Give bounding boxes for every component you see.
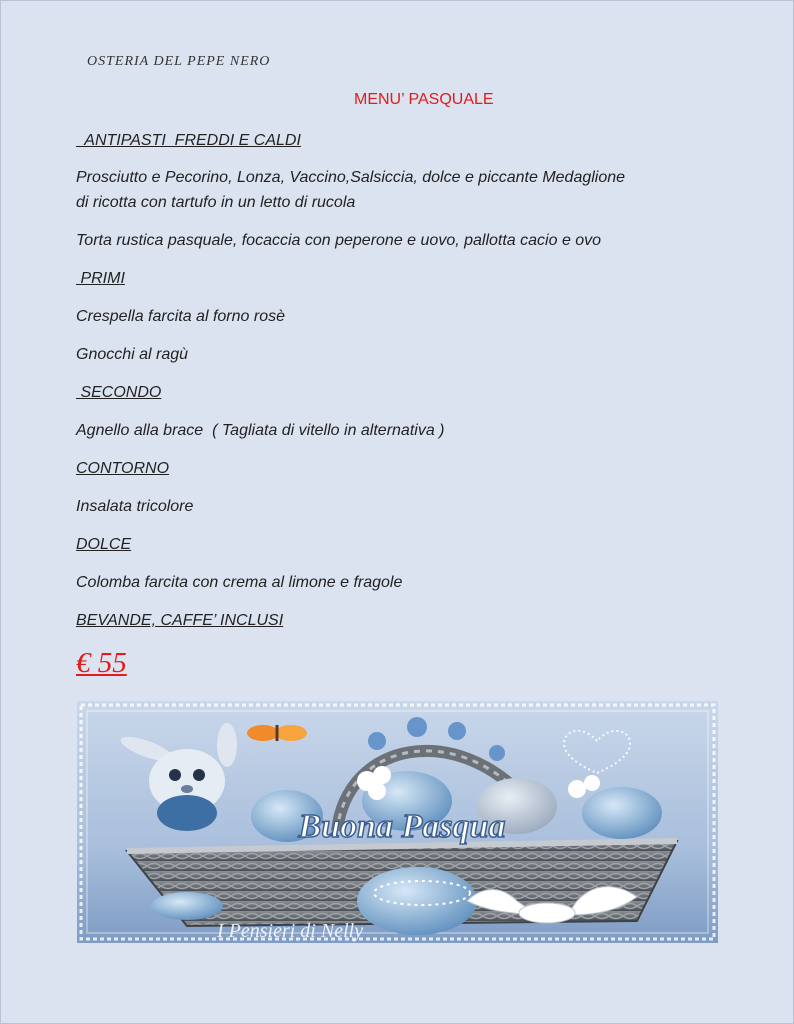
menu-title: MENU’ PASQUALE — [354, 91, 494, 108]
contorno-item-1: Insalata tricolore — [76, 498, 194, 515]
dolce-heading: DOLCE — [76, 536, 132, 553]
secondo-heading: SECONDO — [76, 384, 162, 401]
primi-heading: PRIMI — [76, 270, 125, 287]
antipasti-item-2: Torta rustica pasquale, focaccia con peperone e uovo, pallotta cacio e ovo — [76, 232, 602, 249]
price: € 55 — [76, 647, 127, 679]
greeting-text: Buona Pasqua — [298, 808, 506, 845]
primi-item-2: Gnocchi al ragù — [76, 346, 189, 363]
easter-basket-image — [77, 701, 718, 943]
primi-item-1: Crespella farcita al forno rosè — [76, 308, 285, 325]
contorno-heading: CONTORNO — [76, 460, 170, 477]
antipasti-item-1-line-2: di ricotta con tartufo in un letto di rucola — [76, 194, 356, 211]
restaurant-name: OSTERIA DEL PEPE NERO — [87, 54, 271, 69]
secondo-item-1: Agnello alla brace ( Tagliata di vitello in alternativa ) — [76, 422, 445, 439]
watermark-text: I Pensieri di Nelly — [217, 920, 364, 942]
dolce-item-1: Colomba farcita con crema al limone e fragole — [76, 574, 403, 591]
bevande-heading: BEVANDE, CAFFE’ INCLUSI — [76, 612, 284, 629]
antipasti-heading: ANTIPASTI FREDDI E CALDI — [76, 132, 301, 149]
antipasti-item-1-line-1: Prosciutto e Pecorino, Lonza, Vaccino,Salsiccia, dolce e piccante Medaglione — [76, 169, 626, 186]
